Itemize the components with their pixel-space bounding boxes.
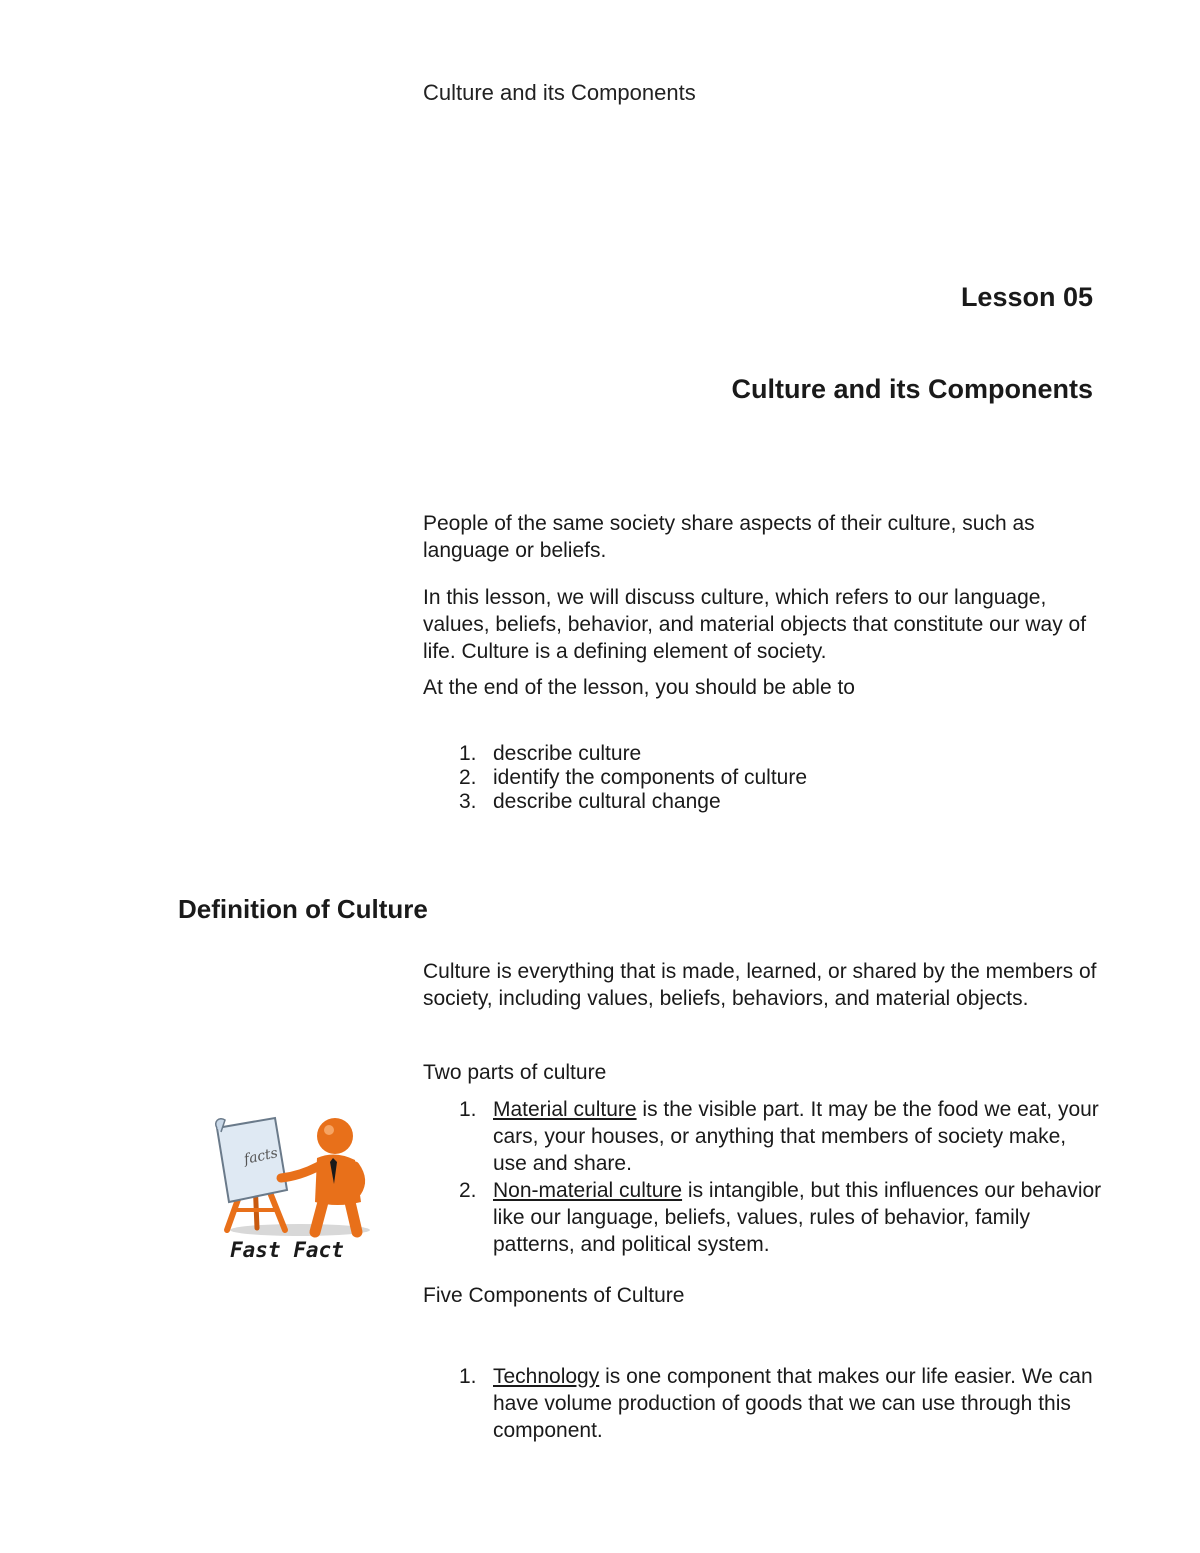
section-heading-definition: Definition of Culture: [178, 894, 428, 924]
head-highlight: [324, 1125, 334, 1135]
term-technology: Technology: [493, 1365, 600, 1388]
two-parts-label: Two parts of culture: [423, 1061, 607, 1084]
list-item: 2. identify the components of culture: [459, 766, 808, 789]
definition-paragraph: Culture is everything that is made, learned, or shared by the members of society, including values, beliefs, behaviors, and material objects.: [423, 960, 1097, 1010]
board-text: facts: [242, 1145, 280, 1168]
lesson-title: Culture and its Components: [731, 374, 1093, 404]
person-leg-left: [315, 1202, 323, 1232]
list-item: 1. Technology is one component that makes our life easier. We can have volume production of goods that we can use through this component.: [459, 1365, 1093, 1442]
term-material-culture: Material culture: [493, 1098, 637, 1121]
list-item: 2. Non-material culture is intangible, but this influences our behavior like our language, beliefs, values, rules of behavior, family patterns, and political system.: [459, 1179, 1102, 1256]
components-list: [423, 1363, 1103, 1444]
fast-fact-illustration: [205, 1110, 380, 1265]
objectives-list: [423, 742, 1103, 814]
intro-paragraph-3: At the end of the lesson, you should be able to: [423, 676, 855, 699]
term-non-material-culture: Non-material culture: [493, 1179, 683, 1202]
page-header: Culture and its Components: [423, 80, 696, 105]
list-item: 3. describe cultural change: [459, 790, 721, 813]
list-item: 1. describe culture: [459, 742, 642, 765]
intro-paragraph-2: In this lesson, we will discuss culture, which refers to our language, values, beliefs, behavior, and material objects that constitute our way of life. Culture is a defining element of society.: [423, 586, 1087, 663]
person-head: [317, 1118, 353, 1154]
parts-list: [423, 1096, 1103, 1258]
shadow-ellipse: [230, 1224, 370, 1236]
list-item: 1. Material culture is the visible part. It may be the food we eat, your cars, your houses, or anything that members of society make, use and share.: [459, 1098, 1099, 1175]
person-leg-right: [350, 1202, 357, 1232]
fast-fact-svg: [205, 1110, 380, 1265]
five-components-label: Five Components of Culture: [423, 1284, 685, 1307]
person-arm-pointing: [281, 1166, 319, 1178]
intro-paragraph-1: People of the same society share aspects of their culture, such as language or beliefs.: [423, 512, 1035, 562]
fast-fact-caption: Fast Fact: [230, 1238, 344, 1262]
lesson-number: Lesson 05: [960, 282, 1093, 312]
